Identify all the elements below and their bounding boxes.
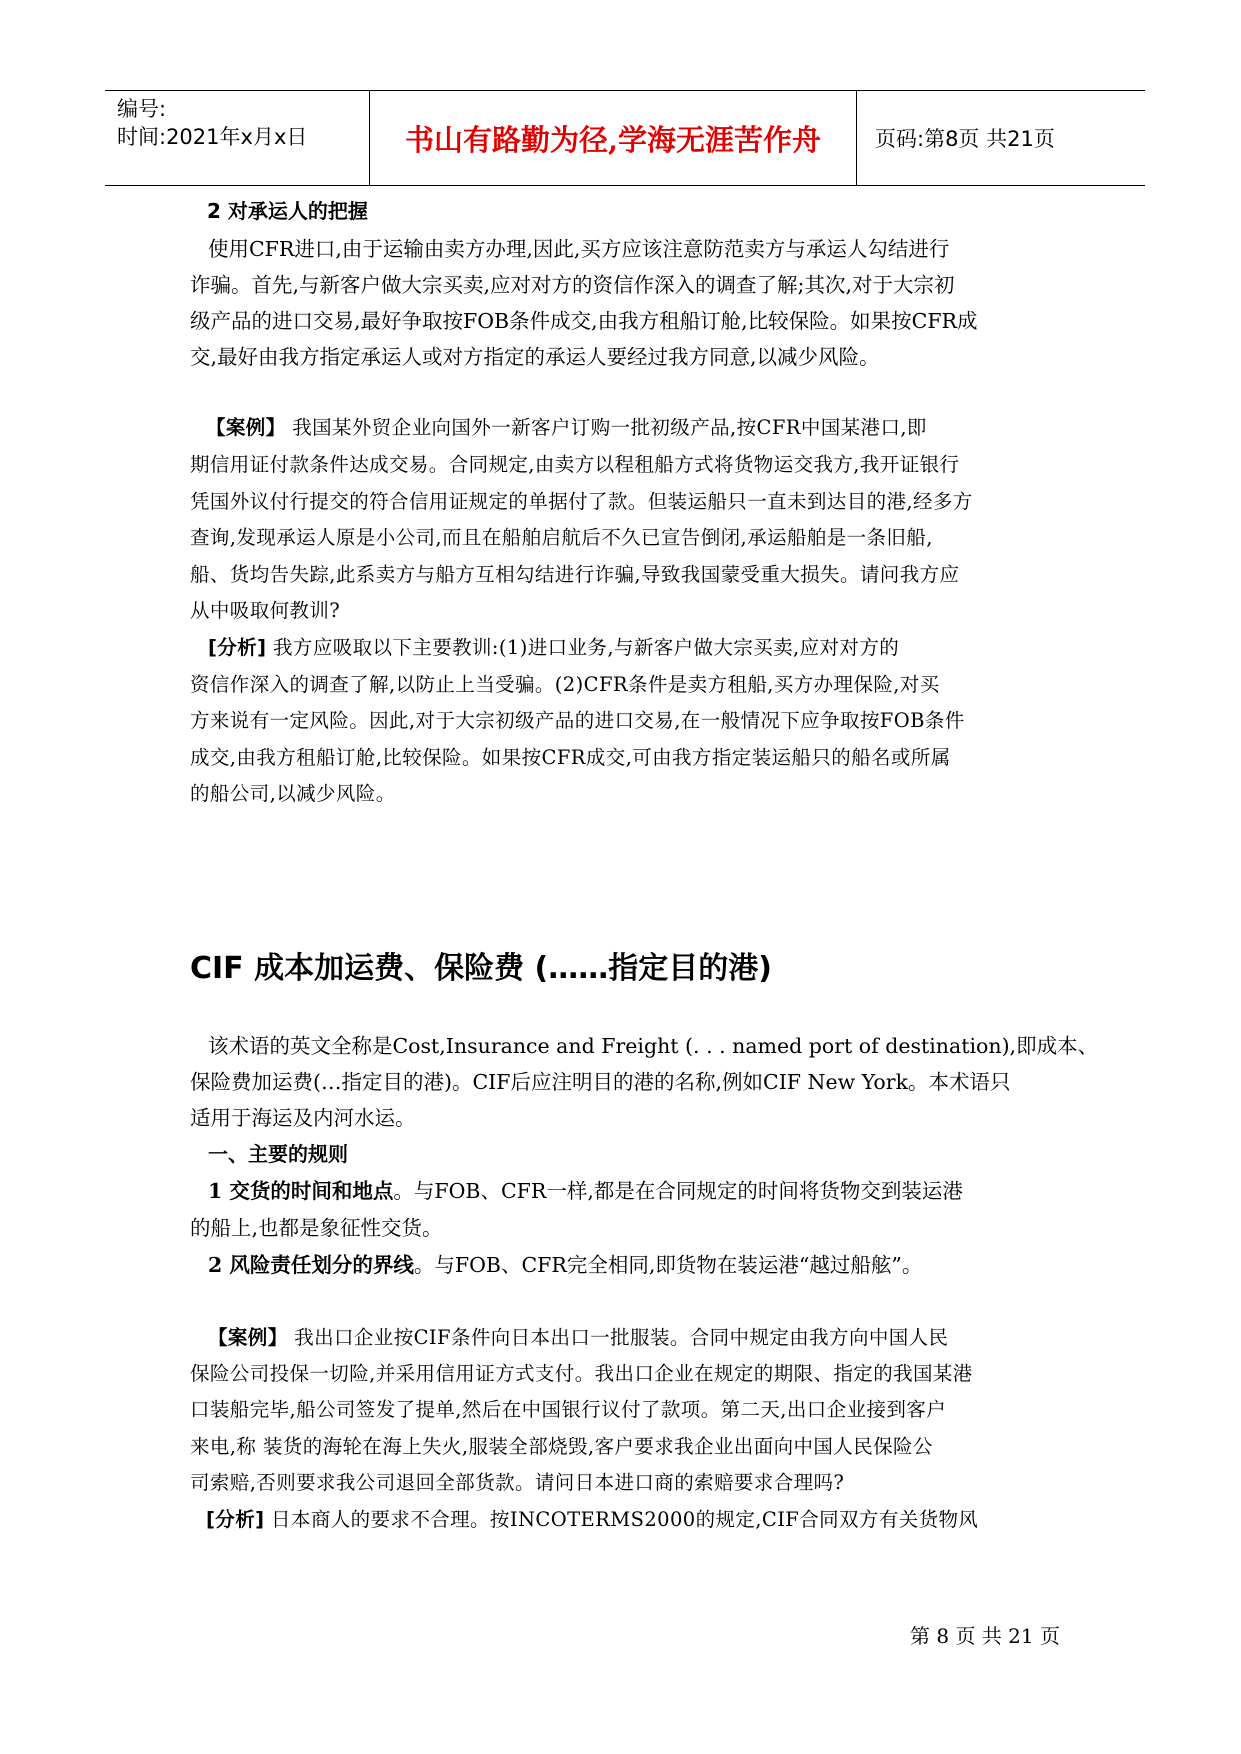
case-line: 查询,发现承运人原是小公司,而且在船舶启航后不久已宣告倒闭,承运船舶是一条旧船,	[190, 526, 933, 549]
analysis-paragraph	[208, 632, 1078, 660]
case-line: 从中吸取何教训?	[190, 599, 341, 622]
analysis-label: [分析]	[208, 636, 267, 659]
paragraph-line: 诈骗。首先,与新客户做大宗买卖,应对对方的资信作深入的调查了解;其次,对于大宗初	[190, 273, 955, 297]
motto-text: 书山有路勤为径,学海无涯苦作舟	[404, 122, 822, 157]
case-line: 司索赔,否则要求我公司退回全部货款。请问日本进口商的索赔要求合理吗?	[190, 1471, 845, 1494]
case-line: 来电,称 装货的海轮在海上失火,服装全部烧毁,客户要求我企业出面向中国人民保险公	[190, 1435, 933, 1458]
case-line: 口装船完毕,船公司签发了提单,然后在中国银行议付了款项。第二天,出口企业接到客户	[190, 1398, 947, 1421]
analysis-text: 我方应吸取以下主要教训:(1)进口业务,与新客户做大宗买卖,应对对方的	[266, 636, 900, 659]
case-line: 船、货均告失踪,此系卖方与船方互相勾结进行诈骗,导致我国蒙受重大损失。请问我方应	[190, 563, 960, 586]
analysis-line: 资信作深入的调查了解,以防止上当受骗。(2)CFR条件是卖方租船,买方办理保险,对买	[190, 673, 940, 696]
page-footer: 第 8 页 共 21 页	[910, 1624, 1060, 1648]
case-label: 【案例】	[208, 1326, 288, 1349]
analysis-text: 日本商人的要求不合理。按INCOTERMS2000的规定,CIF合同双方有关货物风	[264, 1508, 979, 1531]
case-text: 我出口企业按CIF条件向日本出口一批服装。合同中规定由我方向中国人民	[287, 1326, 949, 1349]
case-text: 我国某外贸企业向国外一新客户订购一批初级产品,按CFR中国某港口,即	[285, 416, 927, 439]
header-meta	[117, 91, 367, 185]
intro-line: 适用于海运及内河水运。	[190, 1106, 416, 1130]
case-label: 【案例】	[206, 416, 286, 439]
intro-line: 该术语的英文全称是Cost,Insurance and Freight (. . . named port of destination),即成本、	[208, 1034, 1099, 1058]
analysis-line: 方来说有一定风险。因此,对于大宗初级产品的进口交易,在一般情况下应争取按FOB条件	[190, 709, 965, 732]
analysis-line: 成交,由我方租船订舱,比较保险。如果按CFR成交,可由我方指定装运船只的船名或所属	[190, 746, 951, 769]
rules-heading: 一、主要的规则	[208, 1142, 348, 1166]
header-motto-cell	[369, 91, 857, 185]
rule-2-text: 。与FOB、CFR完全相同,即货物在装运港“越过船舷”。	[413, 1253, 923, 1277]
paragraph-line: 使用CFR进口,由于运输由卖方办理,因此,买方应该注意防范卖方与承运人勾结进行	[208, 237, 950, 261]
case-line: 保险公司投保一切险,并采用信用证方式支付。我出口企业在规定的期限、指定的我国某港	[190, 1362, 973, 1385]
case-paragraph	[208, 1322, 1078, 1350]
paragraph-line: 交,最好由我方指定承运人或对方指定的承运人要经过我方同意,以减少风险。	[190, 345, 880, 369]
rule-1-label: 1 交货的时间和地点	[208, 1179, 394, 1203]
case-line: 凭国外议付行提交的符合信用证规定的单据付了款。但装运船只一直未到达目的港,经多方	[190, 490, 973, 513]
section-title-cif: CIF 成本加运费、保险费 (……指定目的港)	[190, 951, 772, 986]
analysis-line: 的船公司,以减少风险。	[190, 782, 396, 805]
case-line: 期信用证付款条件达成交易。合同规定,由卖方以程租船方式将货物运交我方,我开证银行	[190, 453, 960, 476]
number-label: 编号:	[117, 97, 167, 121]
rule-1-continuation: 的船上,也都是象征性交货。	[190, 1216, 443, 1240]
rule-1	[208, 1174, 1078, 1204]
analysis-paragraph	[206, 1504, 1076, 1532]
intro-line: 保险费加运费(…指定目的港)。CIF后应注明目的港的名称,例如CIF New York。本术语只	[190, 1070, 1011, 1094]
rule-2	[208, 1248, 1078, 1278]
rule-1-text: 。与FOB、CFR一样,都是在合同规定的时间将货物交到装运港	[393, 1179, 963, 1203]
page-info: 页码:第8页 共21页	[875, 127, 1055, 151]
rule-2-label: 2 风险责任划分的界线	[208, 1253, 414, 1277]
page-header	[105, 90, 1145, 186]
paragraph-line: 级产品的进口交易,最好争取按FOB条件成交,由我方租船订舱,比较保险。如果按CFR成	[190, 309, 978, 333]
case-paragraph	[206, 412, 1076, 440]
analysis-label: [分析]	[206, 1508, 265, 1531]
subheading-carrier: 2 对承运人的把握	[207, 199, 368, 223]
date-label: 时间:2021年x月x日	[117, 125, 308, 149]
